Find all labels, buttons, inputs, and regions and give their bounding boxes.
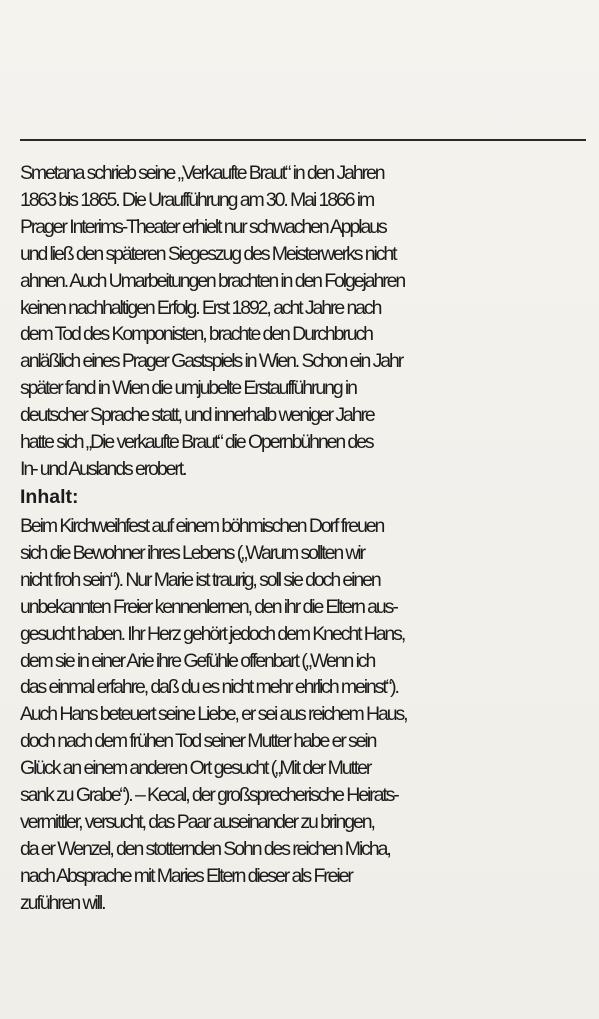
intro-line: hatte sich „Die verkaufte Braut“ die Opernbühnen des bbox=[20, 431, 373, 454]
intro-line: und ließ den späteren Siegeszug des Meisterwerks nicht bbox=[20, 242, 396, 265]
section-heading: Inhalt: bbox=[20, 486, 79, 508]
content-line: sich die Bewohner ihres Lebens („Warum sollten wir bbox=[20, 541, 365, 564]
content-line: dem sie in einer Arie ihre Gefühle offenbart („Wenn ich bbox=[20, 649, 375, 672]
content-line: da er Wenzel, den stotternden Sohn des reichen Micha, bbox=[20, 837, 390, 860]
content-line: zuführen will. bbox=[20, 891, 105, 914]
intro-line: Prager Interims-Theater erhielt nur schwachen Applaus bbox=[20, 215, 386, 238]
top-horizontal-rule bbox=[20, 139, 586, 141]
intro-line: anläßlich eines Prager Gastspiels in Wien. Schon ein Jahr bbox=[20, 350, 403, 373]
content-line: sank zu Grabe“). – Kecal, der großsprecherische Heirats- bbox=[20, 784, 398, 807]
content-line: gesucht haben. Ihr Herz gehört jedoch dem Knecht Hans, bbox=[20, 622, 405, 645]
content-line: Beim Kirchweihfest auf einem böhmischen Dorf freuen bbox=[20, 515, 384, 537]
content-line: Glück an einem anderen Ort gesucht („Mit der Mutter bbox=[20, 757, 371, 780]
content-line: nicht froh sein“). Nur Marie ist traurig, soll sie doch einen bbox=[20, 568, 380, 591]
intro-line: 1863 bis 1865. Die Uraufführung am 30. Mai 1866 im bbox=[20, 188, 374, 211]
intro-line: ahnen. Auch Umarbeitungen brachten in den Folgejahren bbox=[20, 269, 405, 292]
content-line: das einmal erfahre, daß du es nicht mehr ehrlich meinst“). bbox=[20, 676, 398, 699]
intro-paragraph bbox=[20, 160, 588, 483]
intro-line: Smetana schrieb seine „Verkaufte Braut“ in den Jahren bbox=[20, 162, 384, 184]
intro-line: In- und Auslands erobert. bbox=[20, 457, 186, 480]
content-line: unbekannten Freier kennenlernen, den ihr die Eltern aus- bbox=[20, 595, 397, 618]
content-paragraph bbox=[20, 513, 588, 917]
content-line: Auch Hans beteuert seine Liebe, er sei aus reichem Haus, bbox=[20, 703, 407, 726]
content-line: vermittler, versucht, das Paar auseinander zu bringen, bbox=[20, 810, 374, 833]
intro-line: deutscher Sprache statt, und innerhalb weniger Jahre bbox=[20, 404, 374, 427]
intro-line: später fand in Wien die umjubelte Erstaufführung in bbox=[20, 377, 356, 400]
intro-line: keinen nachhaltigen Erfolg. Erst 1892, acht Jahre nach bbox=[20, 296, 381, 319]
content-line: nach Absprache mit Maries Eltern dieser als Freier bbox=[20, 864, 352, 887]
content-line: doch nach dem frühen Tod seiner Mutter habe er sein bbox=[20, 730, 376, 753]
intro-line: dem Tod des Komponisten, brachte den Durchbruch bbox=[20, 323, 372, 346]
